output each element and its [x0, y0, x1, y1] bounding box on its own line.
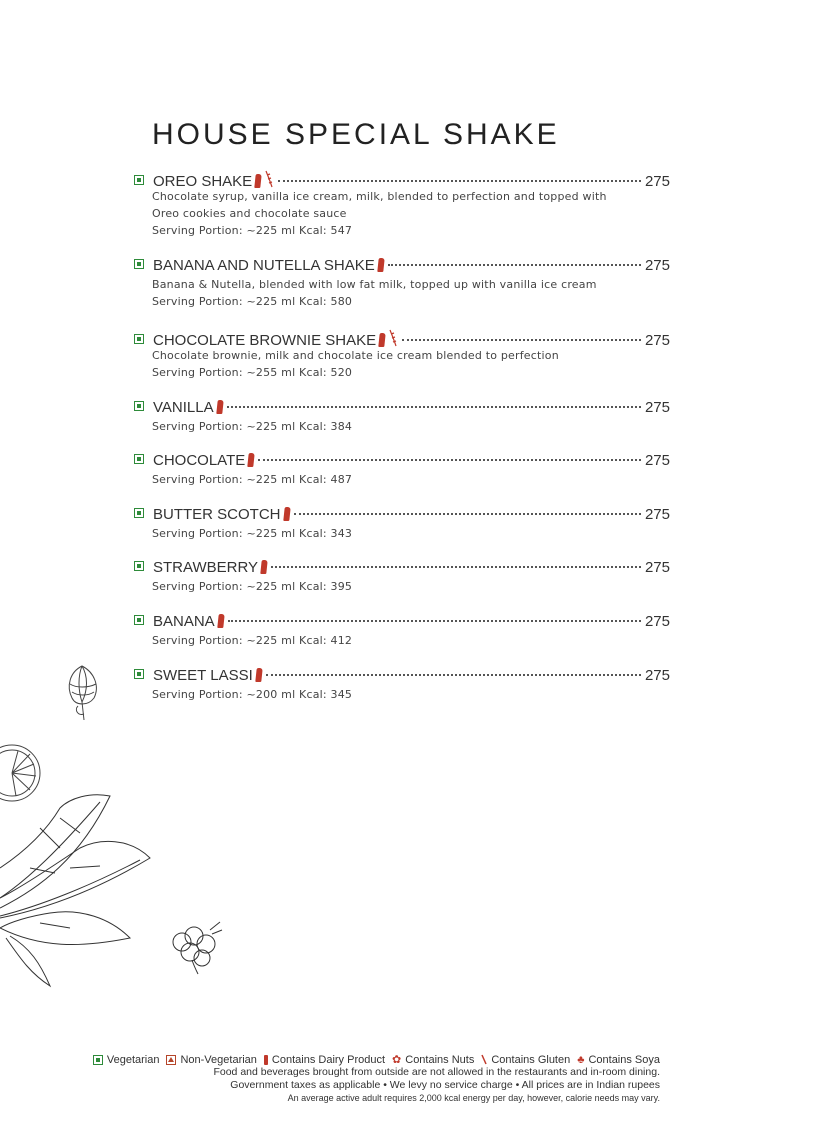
- menu-item: [130, 256, 670, 310]
- menu-item-price: 275: [644, 399, 670, 416]
- legend-gluten: Contains Gluten: [491, 1053, 571, 1066]
- dairy-icon: [377, 258, 384, 272]
- menu-item-row: [130, 666, 670, 686]
- artichoke-illustration: [60, 662, 106, 724]
- dietary-icons: [378, 258, 384, 272]
- vegetarian-icon: [134, 454, 144, 464]
- dietary-icons: [284, 507, 290, 521]
- legend-non-vegetarian: Non-Vegetarian: [180, 1053, 257, 1066]
- dietary-icons: [379, 329, 398, 347]
- dot-leader: [271, 566, 641, 568]
- dot-leader: [258, 459, 641, 461]
- section-title: HOUSE SPECIAL SHAKE: [152, 118, 560, 151]
- menu-item-name: STRAWBERRY: [153, 559, 259, 576]
- menu-item-price: 275: [644, 173, 670, 190]
- dietary-legend: [93, 1053, 660, 1066]
- soya-icon: ♣: [577, 1053, 585, 1066]
- dairy-icon: [217, 614, 224, 628]
- gluten-icon: [388, 329, 398, 347]
- menu-item-name: CHOCOLATE: [153, 452, 246, 469]
- menu-item-price: 275: [644, 613, 670, 630]
- menu-item-description: Oreo cookies and chocolate sauce: [152, 207, 347, 220]
- dairy-icon: [260, 560, 267, 574]
- footer-calorie-note: An average active adult requires 2,000 kcal energy per day, however, calorie needs may vary.: [287, 1093, 660, 1103]
- serving-portion: Serving Portion: ~225 ml Kcal: 580: [152, 295, 353, 308]
- dietary-icons: [261, 560, 267, 574]
- legend-soya: Contains Soya: [588, 1053, 660, 1066]
- dairy-icon: [247, 453, 254, 467]
- nuts-icon: ✿: [392, 1054, 402, 1066]
- dietary-icons: [217, 400, 223, 414]
- vegetarian-icon: [134, 508, 144, 518]
- dairy-icon: [283, 507, 290, 521]
- menu-item: [130, 612, 670, 649]
- menu-item-name: CHOCOLATE BROWNIE SHAKE: [153, 332, 377, 349]
- vegetarian-icon: [134, 561, 144, 571]
- dietary-icons: [255, 170, 274, 188]
- vegetarian-icon: [93, 1055, 103, 1065]
- menu-item-name: SWEET LASSI: [153, 667, 253, 684]
- menu-item: [130, 451, 670, 488]
- menu-item-row: [130, 327, 670, 347]
- dietary-icons: [218, 614, 224, 628]
- non-vegetarian-icon: [166, 1055, 176, 1065]
- menu-item-row: [130, 398, 670, 418]
- menu-item-price: 275: [644, 452, 670, 469]
- menu-item-price: 275: [644, 559, 670, 576]
- menu-item-name: VANILLA: [153, 399, 214, 416]
- dot-leader: [227, 406, 641, 408]
- serving-portion: Serving Portion: ~225 ml Kcal: 384: [152, 420, 353, 433]
- broccoli-illustration: [162, 920, 224, 976]
- menu-item-price: 275: [644, 506, 670, 523]
- vegetarian-icon: [134, 669, 144, 679]
- dot-leader: [228, 620, 641, 622]
- legend-vegetarian: Vegetarian: [106, 1053, 160, 1066]
- dairy-icon: [216, 400, 223, 414]
- serving-portion: Serving Portion: ~200 ml Kcal: 345: [152, 688, 353, 701]
- menu-item-name: BANANA AND NUTELLA SHAKE: [153, 257, 375, 274]
- dot-leader: [266, 674, 641, 676]
- serving-portion: Serving Portion: ~255 ml Kcal: 520: [152, 366, 353, 379]
- vegetarian-icon: [134, 259, 144, 269]
- serving-portion: Serving Portion: ~225 ml Kcal: 395: [152, 580, 353, 593]
- dairy-icon: [254, 174, 261, 188]
- menu-item: [130, 666, 670, 703]
- menu-item-price: 275: [644, 667, 670, 684]
- serving-portion: Serving Portion: ~225 ml Kcal: 487: [152, 473, 353, 486]
- menu-item-row: [130, 256, 670, 276]
- serving-portion: Serving Portion: ~225 ml Kcal: 547: [152, 224, 353, 237]
- gluten-icon: [481, 1054, 487, 1065]
- menu-item-name: BANANA: [153, 613, 215, 630]
- menu-item: [130, 558, 670, 595]
- menu-item-description: Chocolate syrup, vanilla ice cream, milk, blended to perfection and topped with: [152, 190, 607, 203]
- menu-item: [130, 505, 670, 542]
- gluten-icon: [264, 170, 274, 188]
- dot-leader: [402, 339, 641, 341]
- menu-item-name: OREO SHAKE: [153, 173, 253, 190]
- serving-portion: Serving Portion: ~225 ml Kcal: 412: [152, 634, 353, 647]
- footer-outside-food-note: Food and beverages brought from outside are not allowed in the restaurants and in-room dining.: [213, 1066, 660, 1078]
- menu-item-description: Banana & Nutella, blended with low fat milk, topped up with vanilla ice cream: [152, 278, 597, 291]
- vegetarian-icon: [134, 175, 144, 185]
- menu-item-row: [130, 451, 670, 471]
- legend-nuts: Contains Nuts: [405, 1053, 475, 1066]
- menu-item: [130, 168, 670, 239]
- menu-item: [130, 327, 670, 381]
- menu-item-description: Chocolate brownie, milk and chocolate ice cream blended to perfection: [152, 349, 559, 362]
- menu-item-name: BUTTER SCOTCH: [153, 506, 281, 523]
- dairy-icon: [264, 1055, 268, 1065]
- menu-item-row: [130, 558, 670, 578]
- menu-item-price: 275: [644, 332, 670, 349]
- vegetarian-icon: [134, 401, 144, 411]
- serving-portion: Serving Portion: ~225 ml Kcal: 343: [152, 527, 353, 540]
- menu-item-price: 275: [644, 257, 670, 274]
- dot-leader: [388, 264, 641, 266]
- legend-dairy: Contains Dairy Product: [271, 1053, 386, 1066]
- menu-item: [130, 398, 670, 435]
- dot-leader: [278, 180, 641, 182]
- dairy-icon: [378, 333, 385, 347]
- vegetarian-icon: [134, 334, 144, 344]
- dietary-icons: [256, 668, 262, 682]
- vegetarian-icon: [134, 615, 144, 625]
- menu-item-row: [130, 168, 670, 188]
- menu-item-row: [130, 505, 670, 525]
- dietary-icons: [248, 453, 254, 467]
- dot-leader: [294, 513, 641, 515]
- footer-tax-note: Government taxes as applicable • We levy no service charge • All prices are in Indian rupees: [230, 1079, 660, 1091]
- menu-footer: [93, 1053, 660, 1104]
- leafy-vegetable-illustration: [0, 788, 160, 988]
- menu-item-row: [130, 612, 670, 632]
- dairy-icon: [255, 668, 262, 682]
